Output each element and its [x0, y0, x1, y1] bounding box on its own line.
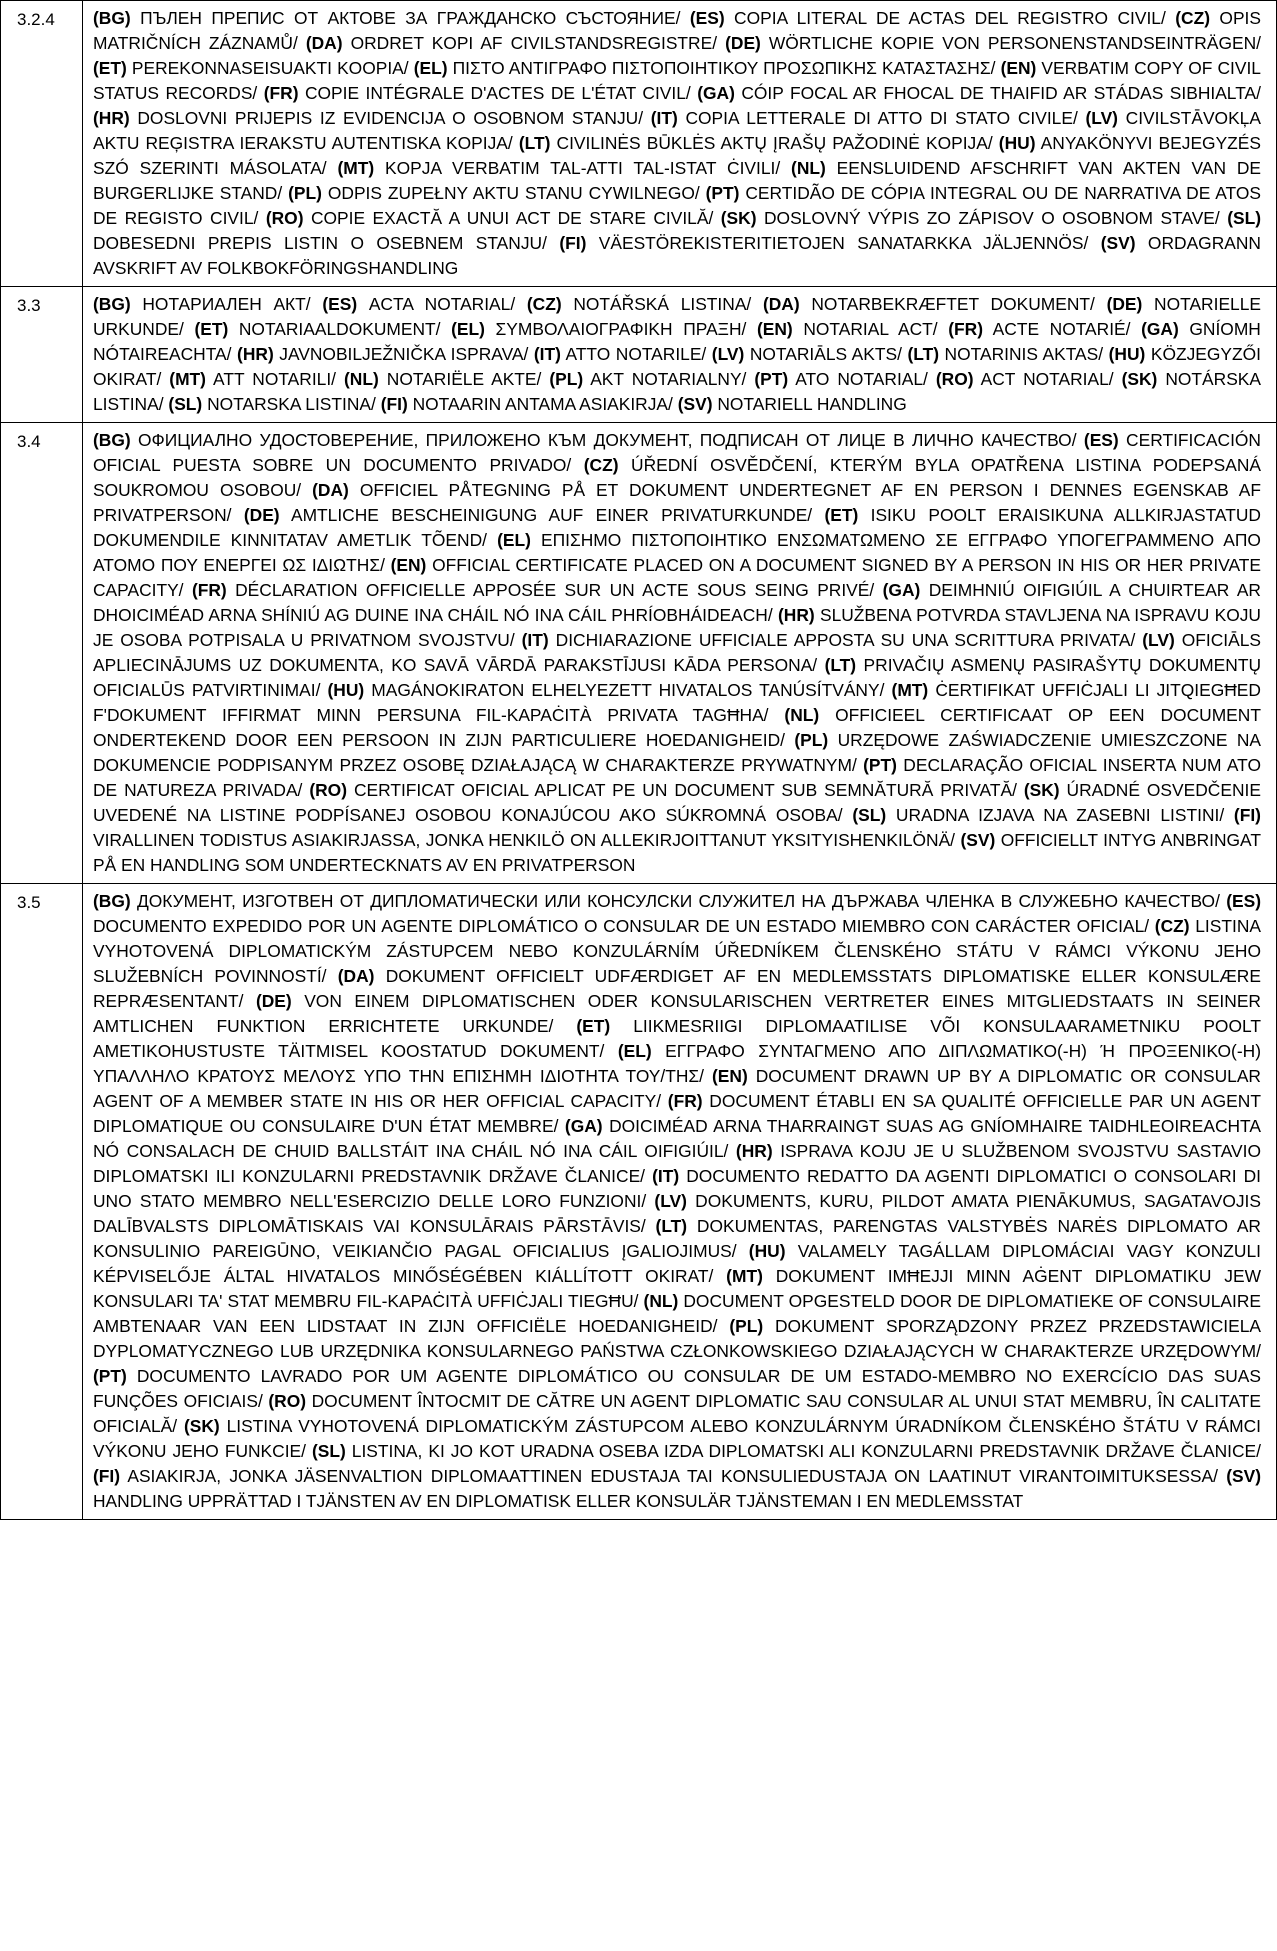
language-code: (PL)	[729, 1316, 764, 1336]
translation-text: DOCUMENTO EXPEDIDO POR UN AGENTE DIPLOMÁTICO O CONSULAR DE UN ESTADO MIEMBRO CON CARÁCTER OFICIAL/	[93, 916, 1150, 936]
translation-text: VÄESTÖREKISTERITIETOJEN SANATARKKA JÄLJENNÖS/	[598, 233, 1089, 253]
language-code: (HU)	[327, 680, 365, 700]
language-code: (HU)	[998, 133, 1036, 153]
language-code: (PT)	[705, 183, 740, 203]
language-code: (PL)	[549, 369, 584, 389]
translation-text: DOKUMENTS, KURU, PILDOT AMATA PIENĀKUMUS, SAGATAVOJIS DALĪBVALSTS DIPLOMĀTISKAIS VAI KONSULĀRAIS PĀRSTĀVIS/	[93, 1191, 1261, 1236]
translation-text: PEREKONNASEISUAKTI KOOPIA/	[131, 58, 409, 78]
translation-text: WÖRTLICHE KOPIE VON PERSONENSTANDSEINTRÄGEN/	[768, 33, 1261, 53]
translation-cell	[83, 423, 1277, 884]
language-code: (EL)	[413, 58, 448, 78]
translation-text: HANDLING UPPRÄTTAD I TJÄNSTEN AV EN DIPLOMATISK ELLER KONSULÄR TJÄNSTEMAN I EN MEDLEMSSTAT	[93, 1491, 1024, 1511]
language-code: (PL)	[288, 183, 322, 203]
language-code: (CZ)	[526, 294, 562, 314]
translation-text: COPIE INTÉGRALE D'ACTES DE L'ÉTAT CIVIL/	[304, 83, 691, 103]
language-code: (DE)	[725, 33, 761, 53]
language-code: (LV)	[1142, 630, 1175, 650]
language-code: (BG)	[93, 891, 131, 911]
language-code: (SL)	[168, 394, 203, 414]
language-code: (DA)	[337, 966, 375, 986]
language-code: (LV)	[1085, 108, 1118, 128]
translation-text: DEIMHNIÚ OIFIGIÚIL A CHUIRTEAR AR DHOICIMÉAD ARNA SHÍNIÚ AG DUINE INA CHÁIL NÓ INA CÁIL PHRÍOBHÁIDEACH/	[93, 580, 1261, 625]
translation-text: DOCUMENT ÉTABLI EN SA QUALITÉ OFFICIELLE PAR UN AGENT DIPLOMATIQUE OU CONSULAIRE D'UN ÉTAT MEMBRE/	[93, 1091, 1261, 1136]
language-code: (RO)	[309, 780, 347, 800]
language-code: (CZ)	[1175, 8, 1210, 28]
translation-text: NOTARINIS AKTAS/	[944, 344, 1104, 364]
language-code: (SK)	[720, 208, 757, 228]
translation-text: CIVILSTĀVOKĻA AKTU REĢISTRA IERAKSTU AUTENTISKA KOPIJA/	[93, 108, 1261, 153]
translation-text: NOTÁŘSKÁ LISTINA/	[573, 294, 752, 314]
translation-text: ASIAKIRJA, JONKA JÄSENVALTION DIPLOMAATTINEN EDUSTAJA TAI KONSULIEDUSTAJA ON LAATINUT VIRANTOIMITUKSESSA/	[127, 1466, 1218, 1486]
language-code: (DE)	[243, 505, 280, 525]
table-row	[1, 1, 1277, 287]
language-code: (HR)	[735, 1141, 773, 1161]
language-code: (FR)	[263, 83, 299, 103]
language-code: (FR)	[948, 319, 983, 339]
language-code: (FI)	[380, 394, 408, 414]
translation-text: NOTARIAALDOKUMENT/	[238, 319, 441, 339]
language-code: (NL)	[791, 158, 826, 178]
language-code: (PT)	[863, 755, 897, 775]
translation-text: DOKUMENTAS, PARENGTAS VALSTYBĖS NARĖS DIPLOMATO AR KONSULINIO PAREIGŪNO, VEIKIANČIO PAGAL OFICIALIUS ĮGALIOJIMUS/	[93, 1216, 1261, 1261]
translation-text: CERTIFICAT OFICIAL APLICAT PE UN DOCUMENT SUB SEMNĂTURĂ PRIVATĂ/	[353, 780, 1017, 800]
translation-text: NOTÁRSKA LISTINA/	[93, 369, 1262, 414]
translation-text: OFFICIEEL CERTIFICAAT OP EEN DOCUMENT ONDERTEKEND DOOR EEN PERSOON IN ZIJN PARTICULIERE HOEDANIGHEID/	[93, 705, 1261, 750]
translation-text: CIVILINĖS BŪKLĖS AKTŲ ĮRAŠŲ PAŽODINĖ KOPIJA/	[556, 133, 993, 153]
translation-text: ISIKU POOLT ERAISIKUNA ALLKIRJASTATUD DOKUMENDILE KINNITATAV AMETLIK TÕEND/	[93, 505, 1261, 550]
translation-text: ΕΓΓΡΑΦΟ ΣΥΝΤΑΓΜΕΝΟ ΑΠΟ ΔΙΠΛΩΜΑΤΙΚΟ(-Η) Ή ΠΡΟΞΕΝΙΚΟ(-Η) ΥΠΑΛΛΗΛΟ ΚΡΑΤΟΥΣ ΜΕΛΟΥΣ ΥΠΟ ΤΗΝ ΕΠΙΣΗΜΗ ΙΔΙΟΤΗΤΑ ΤΟΥ/ΤΗΣ/	[93, 1041, 1261, 1086]
language-code: (FR)	[191, 580, 227, 600]
translation-text: ДОКУМЕНТ, ИЗГОТВЕН ОТ ДИПЛОМАТИЧЕСКИ ИЛИ КОНСУЛСКИ СЛУЖИТЕЛ НА ДЪРЖАВА ЧЛЕНКА В СЛУЖЕБНО КАЧЕСТВО/	[136, 891, 1220, 911]
language-code: (MT)	[337, 158, 375, 178]
section-number: 3.4	[1, 423, 83, 884]
language-code: (SV)	[960, 830, 996, 850]
translation-text: DOCUMENTO REDATTO DA AGENTI DIPLOMATICI O CONSOLARI DI UNO STATO MEMBRO NELL'ESERCIZIO DELLE LORO FUNZIONI/	[93, 1166, 1261, 1211]
translation-text: CERTIDÃO DE CÓPIA INTEGRAL OU DE NARRATIVA DE ATOS DE REGISTO CIVIL/	[93, 183, 1261, 228]
language-code: (SL)	[852, 805, 887, 825]
language-code: (ET)	[824, 505, 859, 525]
translation-text: ÚŘEDNÍ OSVĚDČENÍ, KTERÝM BYLA OPATŘENA LISTINA PODEPSANÁ SOUKROMOU OSOBOU/	[93, 455, 1261, 500]
language-code: (HR)	[777, 605, 815, 625]
translation-text: DOSLOVNÝ VÝPIS ZO ZÁPISOV O OSOBNOM STAVE/	[763, 208, 1220, 228]
table-row	[1, 287, 1277, 423]
translation-text: COPIA LETTERALE DI ATTO DI STATO CIVILE/	[685, 108, 1078, 128]
translation-text: ÚRADNÉ OSVEDČENIE UVEDENÉ NA LISTINE PODPÍSANEJ OSOBOU KONAJÚCOU AKO SÚKROMNÁ OSOBA/	[93, 780, 1261, 825]
language-code: (BG)	[93, 294, 131, 314]
translation-text: CERTIFICACIÓN OFICIAL PUESTA SOBRE UN DOCUMENTO PRIVADO/	[93, 430, 1261, 475]
translation-text: LISTINA VYHOTOVENÁ DIPLOMATICKÝM ZÁSTUPCOM ALEBO KONZULÁRNYM ÚRADNÍKOM ČLENSKÉHO ŠTÁTU V RÁMCI VÝKONU JEHO FUNKCIE/	[93, 1416, 1261, 1461]
language-code: (FR)	[667, 1091, 703, 1111]
translation-text: ACTA NOTARIAL/	[368, 294, 516, 314]
table-row	[1, 423, 1277, 884]
translation-text: DOKUMENT SPORZĄDZONY PRZEZ PRZEDSTAWICIELA DYPLOMATYCZNEGO LUB URZĘDNIKA KONSULARNEGO PAŃSTWA CZŁONKOWSKIEGO DZIAŁAJĄCYCH W CHARAKTERZE URZĘDOWYM/	[93, 1316, 1261, 1361]
translation-text: DOCUMENT OPGESTELD DOOR DE DIPLOMATIEKE OF CONSULAIRE AMBTENAAR VAN EEN LIDSTAAT IN ZIJN OFFICIËLE HOEDANIGHEID/	[93, 1291, 1261, 1336]
translation-text: EENSLUIDEND AFSCHRIFT VAN AKTEN VAN DE BURGERLIJKE STAND/	[93, 158, 1262, 203]
language-code: (SV)	[677, 394, 713, 414]
language-code: (SV)	[1226, 1466, 1262, 1486]
translation-text: LISTINA, KI JO KOT URADNA OSEBA IZDA DIPLOMATSKI ALI KONZULARNI PREDSTAVNIK DRŽAVE ČLANICE/	[351, 1441, 1261, 1461]
translation-text: OFFICIELLT INTYG ANBRINGAT PÅ EN HANDLING SOM UNDERTECKNATS AV EN PRIVATPERSON	[93, 830, 1261, 875]
translation-text: DICHIARAZIONE UFFICIALE APPOSTA SU UNA SCRITTURA PRIVATA/	[555, 630, 1136, 650]
translation-text: DOCUMENT DRAWN UP BY A DIPLOMATIC OR CONSULAR AGENT OF A MEMBER STATE IN HIS OR HER OFFICIAL CAPACITY/	[93, 1066, 1261, 1111]
translation-text: ACT NOTARIAL/	[980, 369, 1114, 389]
language-code: (BG)	[93, 430, 131, 450]
section-number: 3.5	[1, 884, 83, 1520]
language-code: (NL)	[784, 705, 820, 725]
translation-text: OFICIĀLS APLIECINĀJUMS UZ DOKUMENTA, KO SAVĀ VĀRDĀ PARAKSTĪJUSI KĀDA PERSONA/	[93, 630, 1261, 675]
language-code: (ET)	[576, 1016, 611, 1036]
language-code: (SK)	[1023, 780, 1060, 800]
translation-text: PRIVAČIŲ ASMENŲ PASIRAŠYTŲ DOKUMENTŲ OFICIALŪS PATVIRTINIMAI/	[93, 655, 1261, 700]
translation-text: ATT NOTARILI/	[213, 369, 337, 389]
translation-cell	[83, 884, 1277, 1520]
language-code: (SV)	[1100, 233, 1136, 253]
translation-text: NOTARIELL HANDLING	[717, 394, 907, 414]
translation-cell	[83, 1, 1277, 287]
translation-text: VON EINEM DIPLOMATISCHEN ODER KONSULARISCHEN VERTRETER EINES MITGLIEDSTAATS IN SEINER AMTLICHEN FUNKTION ERRICHTETE URKUNDE/	[93, 991, 1261, 1036]
translation-text: DOCUMENT ÎNTOCMIT DE CĂTRE UN AGENT DIPLOMATIC SAU CONSULAR AL UNUI STAT MEMBRU, ÎN CALITATE OFICIALĂ/	[93, 1391, 1261, 1436]
translation-text: OFFICIAL CERTIFICATE PLACED ON A DOCUMENT SIGNED BY A PERSON IN HIS OR HER PRIVATE CAPACITY/	[93, 555, 1261, 600]
translation-text: NOTARIĀLS AKTS/	[749, 344, 902, 364]
translation-text: ATO NOTARIAL/	[795, 369, 928, 389]
language-code: (HU)	[1108, 344, 1146, 364]
language-code: (IT)	[521, 630, 549, 650]
language-code: (PL)	[794, 730, 829, 750]
document-table-body	[1, 1, 1277, 1520]
table-row	[1, 884, 1277, 1520]
translation-text: AMTLICHE BESCHEINIGUNG AUF EINER PRIVATURKUNDE/	[290, 505, 813, 525]
language-code: (LV)	[654, 1191, 687, 1211]
translation-text: GNÍOMH NÓTAIREACHTA/	[93, 319, 1261, 364]
translation-text: DOSLOVNI PRIJEPIS IZ EVIDENCIJA O OSOBNOM STANJU/	[137, 108, 644, 128]
language-code: (DA)	[305, 33, 343, 53]
language-code: (LT)	[907, 344, 940, 364]
language-code: (LV)	[711, 344, 745, 364]
translation-text: COPIE EXACTĂ A UNUI ACT DE STARE CIVILĂ/	[310, 208, 714, 228]
language-code: (LT)	[518, 133, 551, 153]
translation-text: JAVNOBILJEŽNIČKA ISPRAVA/	[279, 344, 529, 364]
translation-text: ANYAKÖNYVI BEJEGYZÉS SZÓ SZERINTI MÁSOLATA/	[93, 133, 1261, 178]
language-code: (SL)	[1227, 208, 1262, 228]
language-code: (HR)	[237, 344, 274, 364]
translation-text: DOBESEDNI PREPIS LISTIN O OSEBNEM STANJU/	[93, 233, 547, 253]
translation-text: ORDRET KOPI AF CIVILSTANDSREGISTRE/	[350, 33, 718, 53]
language-code: (CZ)	[1154, 916, 1190, 936]
language-code: (NL)	[344, 369, 379, 389]
language-code: (MT)	[891, 680, 929, 700]
translation-text: ACTE NOTARIÉ/	[992, 319, 1131, 339]
translation-text: VERBATIM COPY OF CIVIL STATUS RECORDS/	[93, 58, 1261, 103]
language-code: (ET)	[194, 319, 229, 339]
translation-text: ISPRAVA KOJU JE U SLUŽBENOM SVOJSTVU SASTAVIO DIPLOMATSKI ILI KONZULARNI PREDSTAVNIK DRŽAVE ČLANICE/	[93, 1141, 1261, 1186]
translation-text: KOPJA VERBATIM TAL-ATTI TAL-ISTAT ĊIVILI/	[385, 158, 781, 178]
language-code: (ES)	[1083, 430, 1119, 450]
translation-text: LISTINA VYHOTOVENÁ DIPLOMATICKÝM ZÁSTUPCEM NEBO KONZULÁRNÍM ÚŘEDNÍKEM ČLENSKÉHO STÁTU V RÁMCI VÝKONU JEHO SLUŽEBNÍCH POVINNOSTÍ/	[93, 916, 1261, 986]
language-code: (FI)	[93, 1466, 121, 1486]
translation-text: ΠΙΣΤΟ ΑΝΤΙΓΡΑΦΟ ΠΙΣΤΟΠΟΙΗΤΙΚΟΥ ΠΡΟΣΩΠΙΚΗΣ ΚΑΤΑΣΤΑΣΗΣ/	[452, 58, 996, 78]
translation-text: OPIS MATRIČNÍCH ZÁZNAMŮ/	[93, 8, 1261, 53]
language-code: (FI)	[1233, 805, 1261, 825]
translation-text: ПЪЛЕН ПРЕПИС ОТ АКТОВЕ ЗА ГРАЖДАНСКО СЪСТОЯНИЕ/	[140, 8, 681, 28]
translation-text: VALAMELY TAGÁLLAM DIPLOMÁCIAI VAGY KONZULI KÉPVISELŐJE ÁLTAL HIVATALOS MINŐSÉGÉBEN KIÁLLÍTOTT OKIRAT/	[93, 1241, 1261, 1286]
language-code: (FI)	[559, 233, 587, 253]
translation-text: DOICIMÉAD ARNA THARRAINGT SUAS AG GNÍOMHAIRE TAIDHLEOIREACHTA NÓ CONSALACH DE CHUID BALLSTÁIT INA CHÁIL NÓ INA CÁIL OIFIGIÚIL/	[93, 1116, 1261, 1161]
translation-text: NOTARIËLE AKTE/	[386, 369, 542, 389]
translation-text: ODPIS ZUPEŁNY AKTU STANU CYWILNEGO/	[327, 183, 700, 203]
language-code: (SK)	[183, 1416, 220, 1436]
translation-text: MAGÁNOKIRATON ELHELYEZETT HIVATALOS TANÚSÍTVÁNY/	[371, 680, 885, 700]
language-code: (IT)	[650, 108, 678, 128]
language-code: (ES)	[689, 8, 725, 28]
language-code: (ES)	[1226, 891, 1261, 911]
translation-text: ORDAGRANN AVSKRIFT AV FOLKBOKFÖRINGSHANDLING	[93, 233, 1261, 278]
language-code: (DE)	[255, 991, 292, 1011]
language-code: (RO)	[265, 208, 304, 228]
translation-text: OFFICIEL PÅTEGNING PÅ ET DOKUMENT UNDERTEGNET AF EN PERSON I DENNES EGENSKAB AF PRIVATPERSON/	[93, 480, 1261, 525]
translation-text: URZĘDOWE ZAŚWIADCZENIE UMIESZCZONE NA DOKUMENCIE PODPISANYM PRZEZ OSOBĘ DZIAŁAJĄCĄ W CHARAKTERZE PRYWATNYM/	[93, 730, 1261, 775]
translation-text: NOTARIAL ACT/	[803, 319, 938, 339]
section-number: 3.2.4	[1, 1, 83, 287]
translation-text: NOTAARIN ANTAMA ASIAKIRJA/	[412, 394, 673, 414]
translation-text: KÖZJEGYZŐI OKIRAT/	[93, 344, 1261, 389]
translation-cell	[83, 287, 1277, 423]
language-code: (MT)	[169, 369, 206, 389]
language-code: (EN)	[756, 319, 793, 339]
translation-text: ΣΥΜΒΟΛΑΙΟΓΡΑΦΙΚΗ ΠΡΑΞΗ/	[495, 319, 747, 339]
language-code: (ET)	[93, 58, 127, 78]
language-code: (SL)	[311, 1441, 346, 1461]
language-code: (HU)	[748, 1241, 786, 1261]
language-code: (PT)	[754, 369, 789, 389]
translation-text: ОФИЦИАЛНО УДОСТОВЕРЕНИЕ, ПРИЛОЖЕНО КЪМ ДОКУМЕНТ, ПОДПИСАН ОТ ЛИЦЕ В ЛИЧНО КАЧЕСТВО/	[138, 430, 1077, 450]
language-code: (SK)	[1121, 369, 1158, 389]
language-code: (RO)	[268, 1391, 307, 1411]
translation-text: NOTARSKA LISTINA/	[207, 394, 376, 414]
language-code: (PT)	[93, 1366, 127, 1386]
translation-text: DÉCLARATION OFFICIELLE APPOSÉE SUR UN ACTE SOUS SEING PRIVÉ/	[235, 580, 875, 600]
translation-text: COPIA LITERAL DE ACTAS DEL REGISTRO CIVIL/	[734, 8, 1166, 28]
language-code: (DA)	[312, 480, 349, 500]
translation-text: DECLARAÇÃO OFICIAL INSERTA NUM ATO DE NATUREZA PRIVADA/	[93, 755, 1261, 800]
translation-text: VIRALLINEN TODISTUS ASIAKIRJASSA, JONKA HENKILÖ ON ALLEKIRJOITTANUT YKSITYISHENKILÖNÄ/	[93, 830, 956, 850]
language-code: (DA)	[762, 294, 800, 314]
language-code: (LT)	[824, 655, 857, 675]
translation-text: CÓIP FOCAL AR FHOCAL DE THAIFID AR STÁDAS SIBHIALTA/	[741, 83, 1261, 103]
language-code: (MT)	[726, 1266, 763, 1286]
language-code: (IT)	[652, 1166, 680, 1186]
language-code: (DE)	[1106, 294, 1143, 314]
translation-text: NOTARBEKRÆFTET DOKUMENT/	[811, 294, 1095, 314]
language-code: (EL)	[497, 530, 531, 550]
language-code: (EN)	[712, 1066, 748, 1086]
translation-text: DOCUMENTO LAVRADO POR UM AGENTE DIPLOMÁTICO OU CONSULAR DE UM ESTADO-MEMBRO NO EXERCÍCIO DAS SUAS FUNÇÕES OFICIAIS/	[93, 1366, 1261, 1411]
language-code: (GA)	[564, 1116, 603, 1136]
language-code: (EN)	[390, 555, 427, 575]
language-code: (CZ)	[583, 455, 619, 475]
language-code: (GA)	[697, 83, 735, 103]
language-code: (RO)	[935, 369, 974, 389]
translation-text: URADNA IZJAVA NA ZASEBNI LISTINI/	[895, 805, 1225, 825]
translation-text: AKT NOTARIALNY/	[590, 369, 747, 389]
translation-text: SLUŽBENA POTVRDA STAVLJENA NA ISPRAVU KOJU JE OSOBA POTPISALA U PRIVATNOM SVOJSTVU/	[93, 605, 1261, 650]
language-code: (EL)	[617, 1041, 652, 1061]
translation-text: DOKUMENT OFFICIELT UDFÆRDIGET AF EN MEDLEMSSTATS DIPLOMATISKE ELLER KONSULÆRE REPRÆSENTANT/	[93, 966, 1261, 1011]
language-code: (BG)	[93, 8, 131, 28]
language-code: (IT)	[533, 344, 561, 364]
translation-text: НОТАРИАЛЕН АКТ/	[142, 294, 311, 314]
language-code: (NL)	[643, 1291, 679, 1311]
translation-text: ATTO NOTARILE/	[565, 344, 707, 364]
translation-text: LIIKMESRIIGI DIPLOMAATILISE VÕI KONSULAARAMETNIKU POOLT AMETIKOHUSTUSTE TÄITMISEL KOOSTATUD DOKUMENT/	[93, 1016, 1261, 1061]
translation-text: ĊERTIFIKAT UFFIĊJALI LI JITQIEGĦED F'DOKUMENT IFFIRMAT MINN PERSUNA FIL-KAPAĊITÀ PRIVATA TAGĦHA/	[93, 680, 1261, 725]
translation-text: DOKUMENT IMĦEJJI MINN AĠENT DIPLOMATIKU JEW KONSULARI TA' STAT MEMBRU FIL-KAPAĊITÀ UFFIĊJALI TIEGĦU/	[93, 1266, 1261, 1311]
language-code: (LT)	[655, 1216, 688, 1236]
language-code: (GA)	[882, 580, 921, 600]
language-code: (EL)	[451, 319, 485, 339]
translation-text: ΕΠΙΣΗΜΟ ΠΙΣΤΟΠΟΙΗΤΙΚΟ ΕΝΣΩΜΑΤΩΜΕΝΟ ΣΕ ΕΓΓΡΑΦΟ ΥΠΟΓΕΓΡΑΜΜΕΝΟ ΑΠΟ ΑΤΟΜΟ ΠΟΥ ΕΝΕΡΓΕΙ ΩΣ ΙΔΙΩΤΗΣ/	[93, 530, 1261, 575]
translation-text: NOTARIELLE URKUNDE/	[93, 294, 1261, 339]
section-number: 3.3	[1, 287, 83, 423]
language-code: (GA)	[1141, 319, 1179, 339]
language-code: (EN)	[1000, 58, 1037, 78]
language-code: (HR)	[93, 108, 130, 128]
language-code: (ES)	[322, 294, 358, 314]
